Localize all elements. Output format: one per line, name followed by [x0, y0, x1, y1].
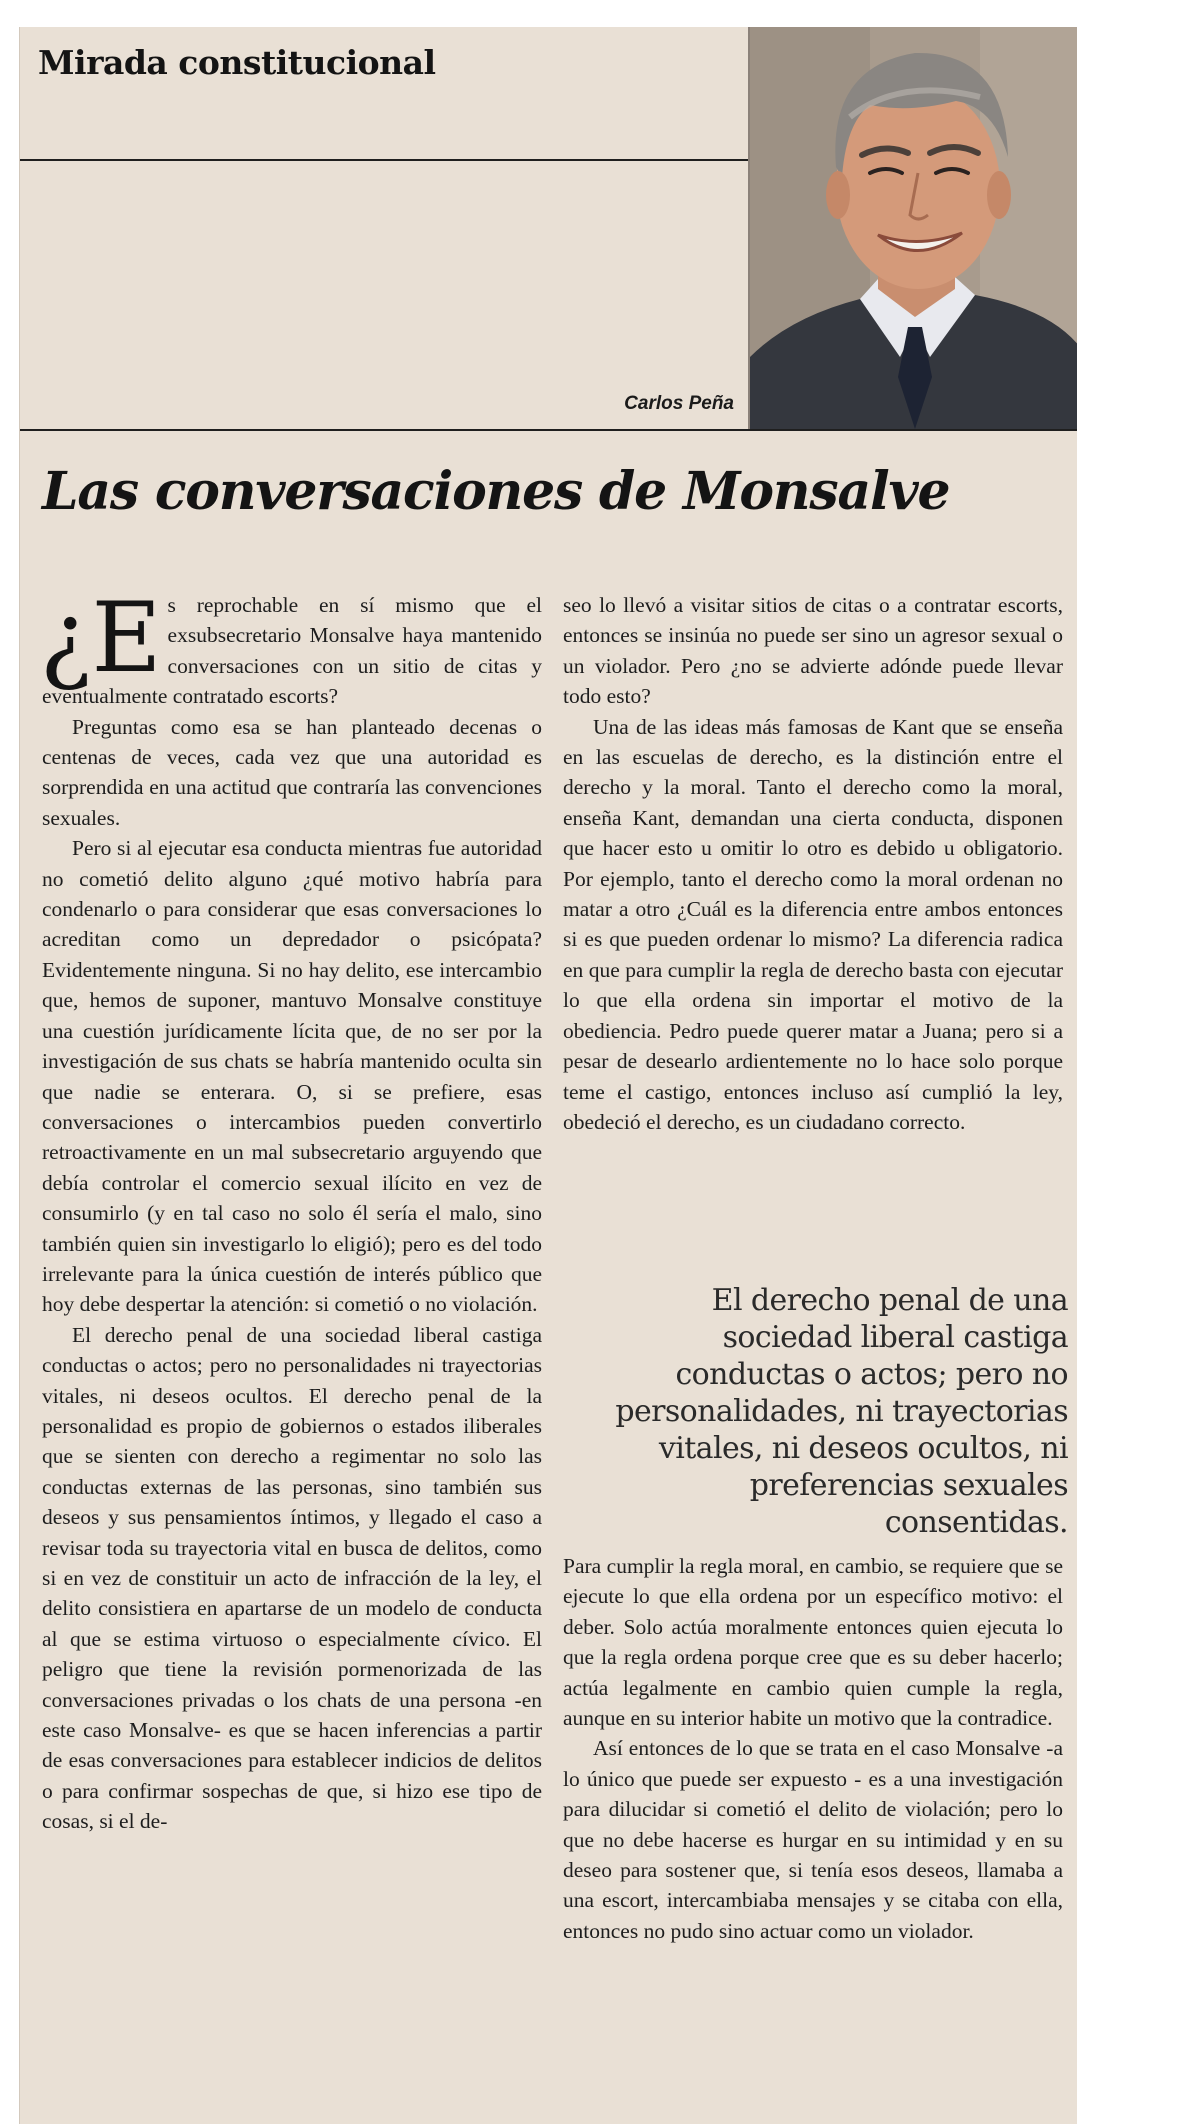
- author-byline: Carlos Peña: [624, 393, 734, 414]
- article-paragraph: El derecho penal de una sociedad liberal castiga conductas o actos; pero no personalidades ni trayectorias vitales, ni deseos ocultos. El derecho penal de la personalidad es propio de gobiernos o estados iliberales que se sienten con derecho a regimentar no solo las conductas externas de las personas, sino también sus deseos y sus pensamientos íntimos, y llegado el caso a revisar toda su trayectoria vital en busca de delitos, como si en vez de constituir un acto de infracción de la ley, el delito consistiera en apartarse de un modelo de conducta al que se estima virtuoso o especialmente cívico. El peligro que tiene la revisión pormenorizada de las conversaciones privadas o los chats de una persona -en este caso Monsalve- es que se hacen inferencias a partir de esas conversaciones para establecer indicios de delitos o para confirmar sospechas de que, si hizo ese tipo de cosas, si el de-: [42, 1322, 542, 1834]
- article-column-right-top: [563, 590, 1063, 1137]
- drop-cap: ¿E: [40, 582, 162, 694]
- article-paragraph: Una de las ideas más famosas de Kant que se enseña en las escuelas de derecho, es la distinción entre el derecho y la moral. Tanto el derecho como la moral, enseña Kant, demandan una cierta conducta, disponen que hacer esto u omitir lo otro es debido u obligatorio. Por ejemplo, tanto el derecho como la moral ordenan no matar a otro ¿Cuál es la diferencia entre ambos entonces si es que pueden ordenar lo mismo? La diferencia radica en que para cumplir la regla de derecho basta con ejecutar lo que ella ordena sin importar el motivo de la obediencia. Pedro puede querer matar a Juana; pero si a pesar de desearlo ardientemente no lo hace solo porque teme el castigo, entonces incluso así cumplió la ley, obedeció el derecho, es un ciudadano correcto.: [563, 714, 1063, 1134]
- article-headline: Las conversaciones de Monsalve: [42, 461, 950, 522]
- author-portrait-illustration: [750, 27, 1077, 429]
- article-column-left: [40, 582, 542, 1837]
- article-paragraph: Para cumplir la regla moral, en cambio, se requiere que se ejecute lo que ella ordena por un específico motivo: el deber. Solo actúa moralmente entonces quien ejecuta lo que la regla ordena porque cree que es su deber hacerlo; actúa legalmente en cambio quien cumple la regla, aunque en su interior habite un motivo que la contradice.: [563, 1554, 1063, 1731]
- article-paragraph: Preguntas como esa se han planteado decenas o centenas de veces, cada vez que una autoridad es sorprendida en una actitud que contraría las convenciones sexuales.: [42, 714, 542, 830]
- column-header: [20, 27, 1077, 429]
- author-portrait: [748, 27, 1077, 429]
- column-header-text-area: [20, 27, 748, 429]
- header-bottom-divider: [20, 429, 1077, 431]
- article-paragraph: [40, 582, 542, 712]
- newspaper-page: [19, 27, 1077, 2124]
- pull-quote: El derecho penal de una sociedad liberal castiga conductas o actos; pero no personalidades, ni trayectorias vitales, ni deseos ocultos, ni preferencias sexuales consentidas.: [615, 1283, 1068, 1540]
- article-paragraph: Pero si al ejecutar esa conducta mientras fue autoridad no cometió delito alguno ¿qué motivo habría para condenarlo o para considerar que esas conversaciones lo acreditan como un depredador o psicópata? Evidentemente ninguna. Si no hay delito, ese intercambio que, hemos de suponer, mantuvo Monsalve constituye una cuestión jurídicamente lícita que, de no ser por la investigación de sus chats se habría mantenido oculta sin que nadie se enterara. O, si se prefiere, esas conversaciones o intercambios pueden convertirlo retroactivamente en un mal subsecretario arguyendo que debía controlar el comercio sexual ilícito en vez de consumirlo (y en tal caso no solo él sería el malo, sino también quien sin investigarlo lo eligió); pero es del todo irrelevante para la única cuestión de interés público que hoy debe despertar la atención: si cometió o no violación.: [42, 836, 542, 1317]
- article-column-right-bottom: [563, 1551, 1063, 1946]
- column-name: Mirada constitucional: [38, 43, 436, 82]
- article-paragraph: Así entonces de lo que se trata en el caso Monsalve -a lo único que puede ser expuesto - es a una investigación para dilucidar si cometió el delito de violación; pero lo que no debe hacerse es hurgar en su intimidad y en su deseo para sostener que, si tenía esos deseos, llamaba a una escort, intercambiaba mensajes y se citaba con ella, entonces no pudo sino actuar como un violador.: [563, 1736, 1063, 1943]
- article-paragraph: seo lo llevó a visitar sitios de citas o a contratar escorts, entonces se insinúa no puede ser sino un agresor sexual o un violador. Pero ¿no se advierte adónde puede llevar todo esto?: [563, 593, 1063, 709]
- header-divider: [20, 159, 748, 161]
- paragraph-text: s reprochable en sí mismo que el exsubsecretario Monsalve haya mantenido conversaciones con un sitio de citas y eventualmente contratado escorts?: [42, 593, 542, 709]
